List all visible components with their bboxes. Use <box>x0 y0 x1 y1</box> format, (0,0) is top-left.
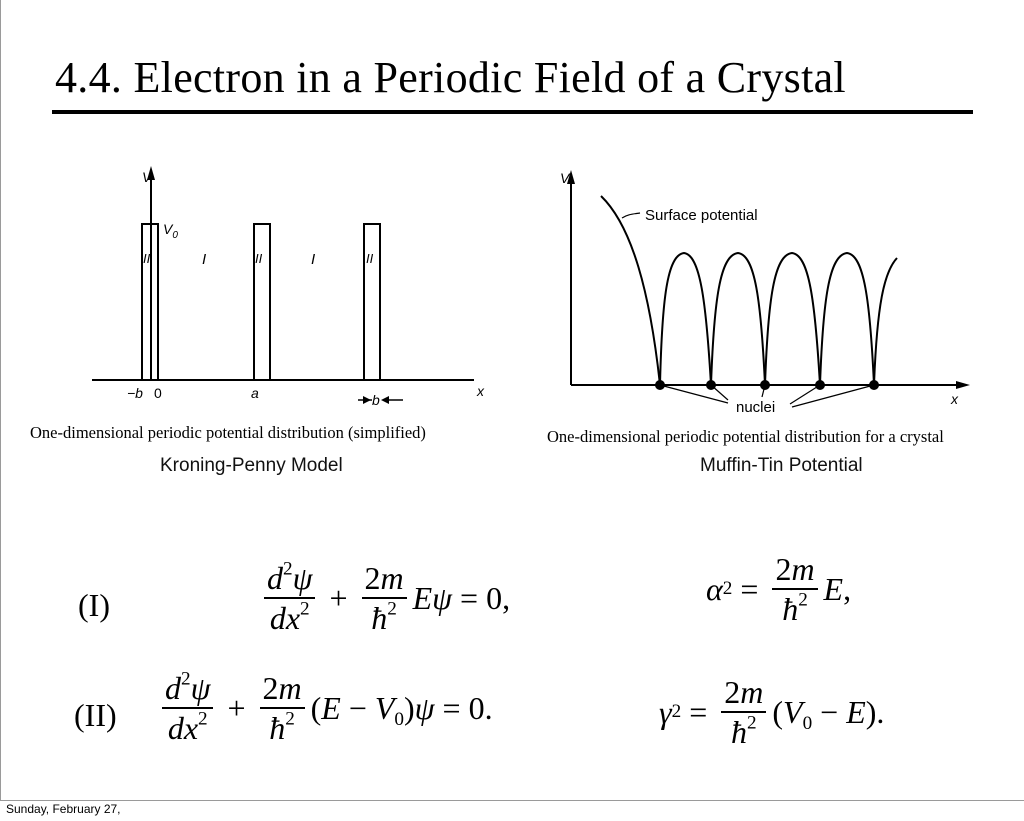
schrodinger-equation-region-II: $\frac{d^2\psi}{dx^2}$ + $\frac{2m}{ħ^2}$ $(E - V_0)\psi$ = 0. <box>156 672 493 744</box>
barrier-3 <box>364 224 380 380</box>
right-axis-v-label: V <box>560 170 570 186</box>
v0-label: $V_0$ <box>163 221 178 241</box>
tick-minus-b: −b <box>127 385 143 401</box>
region-II-label-1: II <box>143 251 151 266</box>
right-axis-x-label: x <box>951 391 958 407</box>
region-I-label-1: I <box>202 251 207 268</box>
left-model-name: Kroning-Penny Model <box>160 455 343 476</box>
right-figure-caption: One-dimensional periodic potential distribution for a crystal <box>547 427 944 446</box>
footer-divider <box>0 800 1024 801</box>
potential-arch-1 <box>660 253 711 385</box>
footer-date: Sunday, February 27, <box>6 802 121 816</box>
kronig-penney-diagram <box>92 166 474 404</box>
gamma-definition: γ 2 = $\frac{2m}{ħ^2}$ $(V_0 - E)$. <box>659 674 885 750</box>
b-arrow-left-head <box>363 396 371 404</box>
potential-arch-5 <box>874 258 897 385</box>
potential-arch-4 <box>820 253 874 385</box>
surface-label-leader <box>622 213 640 218</box>
left-axis-v-label: V <box>142 169 152 185</box>
nuclei-label: nuclei <box>736 399 776 416</box>
right-model-name: Muffin-Tin Potential <box>700 455 863 476</box>
tick-a: a <box>251 385 259 401</box>
left-figure-caption: One-dimensional periodic potential distribution (simplified) <box>30 423 426 442</box>
slide-title: 4.4. Electron in a Periodic Field of a Crystal <box>55 53 846 102</box>
left-axis-x-label: x <box>477 383 484 399</box>
region-I-label-2: I <box>311 251 316 268</box>
surface-potential-label: Surface potential <box>645 207 758 224</box>
potential-arch-2 <box>711 253 765 385</box>
alpha-definition: α 2 = $\frac{2m}{ħ^2}$ E , <box>706 551 852 627</box>
barrier-2 <box>254 224 270 380</box>
b-arrow-right-head <box>381 396 389 404</box>
potential-arch-3 <box>765 253 820 385</box>
muffin-tin-diagram <box>567 170 970 407</box>
region-II-label-3: II <box>366 251 374 266</box>
equation-label-I: (I) <box>78 587 110 623</box>
schrodinger-equation-region-I: $\frac{d^2\psi}{dx^2}$ + $\frac{2m}{ħ^2}$ Eψ = 0, <box>258 562 510 634</box>
equation-label-II: (II) <box>74 697 117 733</box>
tick-zero: 0 <box>154 385 162 401</box>
region-II-label-2: II <box>255 251 263 266</box>
right-x-arrow <box>956 381 970 389</box>
width-b-label: b <box>372 392 380 408</box>
surface-potential-curve <box>601 196 660 385</box>
